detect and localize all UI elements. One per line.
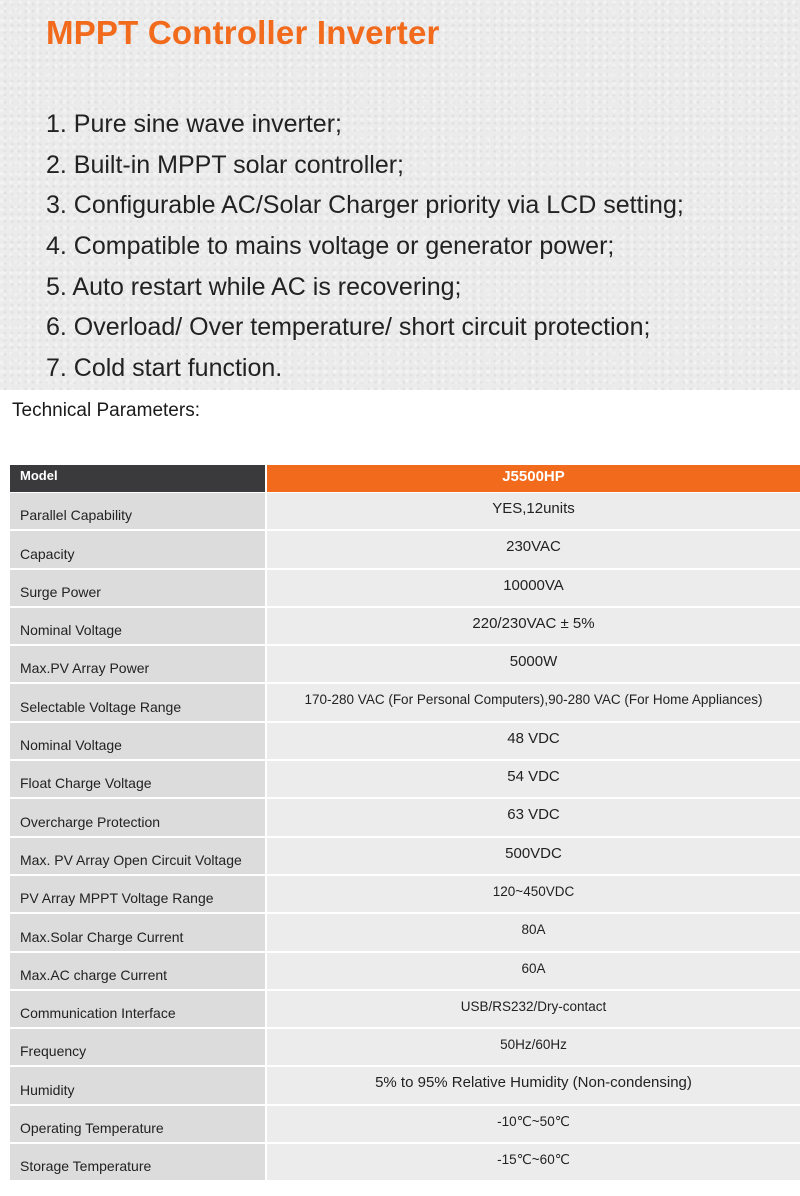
model-header-value: J5500HP (267, 465, 800, 492)
spec-label: PV Array MPPT Voltage Range (10, 876, 265, 912)
spec-label: Operating Temperature (10, 1106, 265, 1142)
spec-row (10, 991, 800, 1027)
spec-label: Overcharge Protection (10, 799, 265, 835)
spec-label: Max.AC charge Current (10, 953, 265, 989)
spec-value: 48 VDC (267, 723, 800, 759)
spec-label: Nominal Voltage (10, 723, 265, 759)
spec-label: Communication Interface (10, 991, 265, 1027)
feature-item: 3. Configurable AC/Solar Charger priority via LCD setting; (46, 191, 684, 220)
spec-label: Max.PV Array Power (10, 646, 265, 682)
spec-label: Max. PV Array Open Circuit Voltage (10, 838, 265, 874)
features-section (0, 0, 800, 390)
spec-value: 220/230VAC ± 5% (267, 608, 800, 644)
spec-value: 120~450VDC (267, 876, 800, 912)
feature-item: 6. Overload/ Over temperature/ short circuit protection; (46, 313, 651, 342)
features-title: MPPT Controller Inverter (46, 14, 440, 51)
spec-label: Storage Temperature (10, 1144, 265, 1180)
spec-label: Surge Power (10, 570, 265, 606)
feature-item: 2. Built-in MPPT solar controller; (46, 150, 404, 179)
spec-row (10, 761, 800, 797)
spec-value: 54 VDC (267, 761, 800, 797)
spec-value: 63 VDC (267, 799, 800, 835)
spec-value: 5% to 95% Relative Humidity (Non-condensing) (267, 1067, 800, 1103)
spec-label: Humidity (10, 1067, 265, 1103)
spec-row (10, 799, 800, 835)
spec-value: -15℃~60℃ (267, 1144, 800, 1180)
technical-parameters-section (0, 390, 800, 1196)
spec-row (10, 953, 800, 989)
spec-label: Max.Solar Charge Current (10, 914, 265, 950)
spec-label: Frequency (10, 1029, 265, 1065)
spec-value: 50Hz/60Hz (267, 1029, 800, 1065)
spec-row (10, 1067, 800, 1103)
spec-row (10, 1106, 800, 1142)
spec-value: 230VAC (267, 531, 800, 567)
spec-value: YES,12units (267, 493, 800, 529)
feature-item: 7. Cold start function. (46, 354, 283, 383)
spec-row (10, 531, 800, 567)
spec-value: 5000W (267, 646, 800, 682)
spec-value: -10℃~50℃ (267, 1106, 800, 1142)
spec-table (10, 465, 800, 1182)
spec-label: Float Charge Voltage (10, 761, 265, 797)
model-header-label: Model (10, 465, 265, 492)
spec-value: 80A (267, 914, 800, 950)
spec-row (10, 684, 800, 720)
spec-row (10, 838, 800, 874)
technical-parameters-heading: Technical Parameters: (12, 400, 200, 421)
spec-label: Nominal Voltage (10, 608, 265, 644)
feature-item: 5. Auto restart while AC is recovering; (46, 272, 462, 301)
spec-row (10, 1029, 800, 1065)
spec-label: Parallel Capability (10, 493, 265, 529)
spec-value: 10000VA (267, 570, 800, 606)
spec-row (10, 1144, 800, 1180)
spec-row (10, 723, 800, 759)
feature-list (46, 104, 684, 389)
feature-item: 1. Pure sine wave inverter; (46, 110, 342, 138)
spec-row (10, 914, 800, 950)
feature-item: 4. Compatible to mains voltage or generator power; (46, 232, 615, 261)
spec-value: USB/RS232/Dry-contact (267, 991, 800, 1027)
spec-row (10, 876, 800, 912)
spec-label: Capacity (10, 531, 265, 567)
spec-value: 170-280 VAC (For Personal Computers),90-280 VAC (For Home Appliances) (267, 684, 800, 720)
spec-row (10, 646, 800, 682)
spec-value: 500VDC (267, 838, 800, 874)
spec-label: Selectable Voltage Range (10, 684, 265, 720)
spec-row (10, 570, 800, 606)
spec-row (10, 608, 800, 644)
spec-value: 60A (267, 953, 800, 989)
spec-table-header (10, 465, 800, 492)
spec-row (10, 493, 800, 529)
